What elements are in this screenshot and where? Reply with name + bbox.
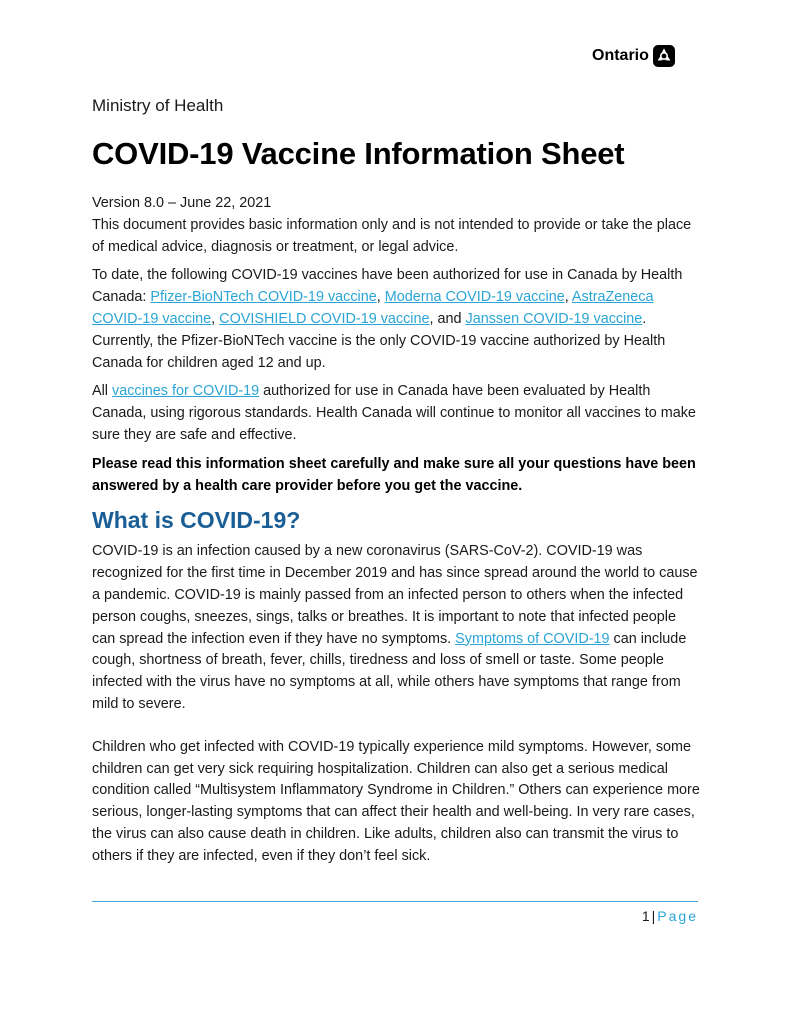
covid-description-paragraph: [92, 541, 700, 715]
vaccines-intro-text: To date, the following COVID-19 vaccines have been authorized for use in Canada by Health Canada:: [92, 267, 683, 306]
separator-text: , and: [429, 310, 466, 327]
footer-divider: [92, 901, 698, 902]
page-number: 1: [641, 908, 650, 924]
standards-post-text: authorized for use in Canada have been evaluated by Health Canada, using rigorous standards. Health Canada will continue to monitor all vaccines to make sure they are safe and effective.: [92, 383, 696, 443]
covishield-vaccine-link[interactable]: COVISHIELD COVID-19 vaccine: [219, 310, 430, 327]
logo-text: Ontario: [592, 47, 649, 64]
document-body: [92, 193, 700, 868]
children-paragraph: Children who get infected with COVID-19 typically experience mild symptoms. However, some children can get very sick requiring hospitalization. Children can also get a serious medical condition called “Multisystem Inflammatory Syndrome in Children.” Others can experience more serious, longer-lasting symptoms that can affect their health and well-being. In very rare cases, the virus can also cause death in children. Like adults, children also can transmit the virus to others if they are infected, even if they don’t feel sick.: [92, 738, 700, 864]
authorized-vaccines-paragraph: [92, 265, 700, 374]
pfizer-vaccine-link[interactable]: Pfizer-BioNTech COVID-19 vaccine: [150, 289, 377, 306]
separator-text: ,: [376, 289, 385, 306]
covid-pre-text: COVID-19 is an infection caused by a new coronavirus (SARS-CoV-2). COVID-19 was recognized for the first time in December 2019 and has since spread around the world to cause a pandemic. COVID-19 is mainly passed from an infected person to others when the infected person coughs, sneezes, sings, talks or breathes. It is important to note that infected people can spread the infection even if they have no symptoms.: [92, 543, 698, 647]
moderna-vaccine-link[interactable]: Moderna COVID-19 vaccine: [384, 289, 565, 306]
janssen-vaccine-link[interactable]: Janssen COVID-19 vaccine: [465, 310, 643, 327]
ontario-logo: [592, 45, 675, 67]
trillium-icon: [653, 45, 675, 67]
astrazeneca-vaccine-link[interactable]: AstraZeneca COVID-19 vaccine: [92, 289, 654, 327]
standards-paragraph: [92, 381, 700, 446]
page-label: Page: [657, 908, 698, 924]
separator-text: ,: [211, 310, 220, 327]
footer-separator: |: [651, 908, 656, 924]
page-title: COVID-19 Vaccine Information Sheet: [92, 136, 625, 171]
vaccines-for-covid-link[interactable]: vaccines for COVID-19: [112, 383, 260, 400]
ministry-name: Ministry of Health: [92, 96, 224, 115]
version-line: Version 8.0 – June 22, 2021: [92, 195, 272, 211]
separator-text: ,: [564, 289, 572, 306]
vaccines-outro-text: . Currently, the Pfizer-BioNTech vaccine is the only COVID-19 vaccine authorized by Health Canada for children aged 12 and up.: [92, 310, 666, 371]
section-heading-what-is-covid: What is COVID-19?: [92, 507, 301, 534]
page-footer: [642, 908, 698, 924]
standards-pre-text: All: [92, 383, 112, 400]
covid-post-text: can include cough, shortness of breath, fever, chills, tiredness and loss of smell or taste. Some people infected with the virus have no symptoms at all, while others have symptoms that range from mild to severe.: [92, 630, 687, 712]
symptoms-of-covid-link[interactable]: Symptoms of COVID-19: [455, 630, 610, 647]
read-carefully-notice: Please read this information sheet carefully and make sure all your questions have been answered by a health care provider before you get the vaccine.: [92, 455, 696, 494]
disclaimer-paragraph: This document provides basic information only and is not intended to provide or take the place of medical advice, diagnosis or treatment, or legal advice.: [92, 216, 692, 255]
